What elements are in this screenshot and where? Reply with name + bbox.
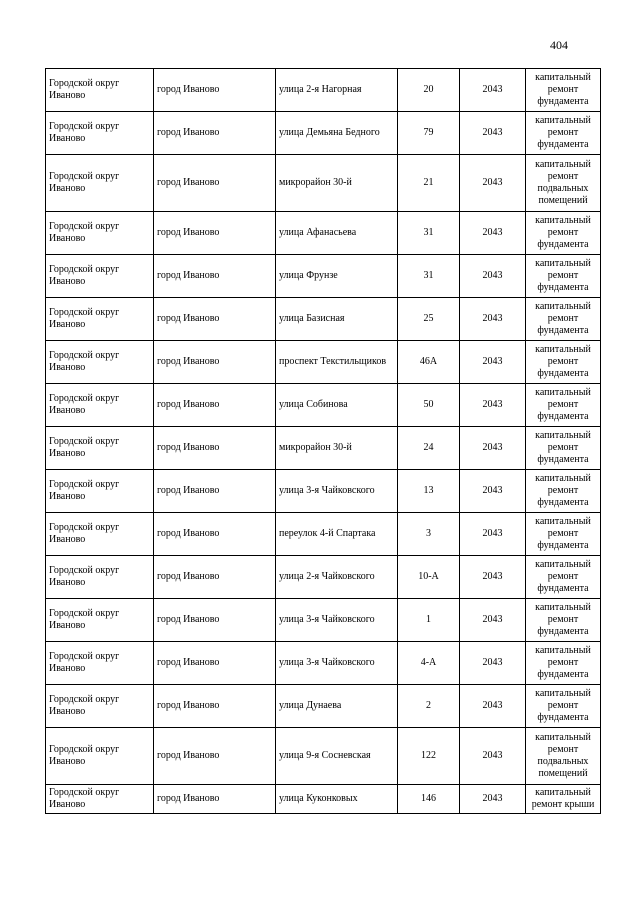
- city-cell: город Иваново: [154, 470, 276, 513]
- district-cell: Городской округ Иваново: [46, 212, 154, 255]
- city-cell: город Иваново: [154, 69, 276, 112]
- street-cell: улица Собинова: [276, 384, 398, 427]
- district-cell: Городской округ Иваново: [46, 255, 154, 298]
- street-cell: микрорайон 30-й: [276, 155, 398, 212]
- year-cell: 2043: [460, 341, 526, 384]
- table-row: [46, 599, 601, 642]
- house-number-cell: 20: [398, 69, 460, 112]
- street-cell: улица 3-я Чайковского: [276, 470, 398, 513]
- work-type-cell: капитальный ремонт фундамента: [526, 69, 601, 112]
- page-number: 404: [550, 38, 568, 52]
- city-cell: город Иваново: [154, 298, 276, 341]
- year-cell: 2043: [460, 685, 526, 728]
- table-row: [46, 470, 601, 513]
- street-cell: улица 2-я Нагорная: [276, 69, 398, 112]
- house-number-cell: 1: [398, 599, 460, 642]
- district-cell: Городской округ Иваново: [46, 642, 154, 685]
- district-cell: Городской округ Иваново: [46, 112, 154, 155]
- district-cell: Городской округ Иваново: [46, 427, 154, 470]
- city-cell: город Иваново: [154, 255, 276, 298]
- year-cell: 2043: [460, 785, 526, 814]
- city-cell: город Иваново: [154, 155, 276, 212]
- work-type-cell: капитальный ремонт фундамента: [526, 427, 601, 470]
- house-number-cell: 13: [398, 470, 460, 513]
- table-row: [46, 255, 601, 298]
- district-cell: Городской округ Иваново: [46, 556, 154, 599]
- street-cell: улица Куконковых: [276, 785, 398, 814]
- work-type-cell: капитальный ремонт фундамента: [526, 212, 601, 255]
- district-cell: Городской округ Иваново: [46, 785, 154, 814]
- work-type-cell: капитальный ремонт подвальных помещений: [526, 155, 601, 212]
- house-number-cell: 4-А: [398, 642, 460, 685]
- table-row: [46, 642, 601, 685]
- table-body: [46, 69, 601, 814]
- table-row: [46, 384, 601, 427]
- district-cell: Городской округ Иваново: [46, 298, 154, 341]
- district-cell: Городской округ Иваново: [46, 685, 154, 728]
- house-number-cell: 79: [398, 112, 460, 155]
- year-cell: 2043: [460, 255, 526, 298]
- street-cell: улица 9-я Сосневская: [276, 728, 398, 785]
- house-number-cell: 24: [398, 427, 460, 470]
- year-cell: 2043: [460, 642, 526, 685]
- year-cell: 2043: [460, 556, 526, 599]
- house-number-cell: 122: [398, 728, 460, 785]
- street-cell: улица Демьяна Бедного: [276, 112, 398, 155]
- year-cell: 2043: [460, 599, 526, 642]
- year-cell: 2043: [460, 112, 526, 155]
- year-cell: 2043: [460, 728, 526, 785]
- district-cell: Городской округ Иваново: [46, 155, 154, 212]
- table-row: [46, 341, 601, 384]
- district-cell: Городской округ Иваново: [46, 513, 154, 556]
- street-cell: улица Фрунзе: [276, 255, 398, 298]
- work-type-cell: капитальный ремонт фундамента: [526, 685, 601, 728]
- year-cell: 2043: [460, 155, 526, 212]
- street-cell: улица 3-я Чайковского: [276, 642, 398, 685]
- table-row: [46, 785, 601, 814]
- street-cell: улица 2-я Чайковского: [276, 556, 398, 599]
- house-number-cell: 50: [398, 384, 460, 427]
- street-cell: улица Афанасьева: [276, 212, 398, 255]
- city-cell: город Иваново: [154, 384, 276, 427]
- table-row: [46, 112, 601, 155]
- table-row: [46, 69, 601, 112]
- table-row: [46, 212, 601, 255]
- city-cell: город Иваново: [154, 728, 276, 785]
- city-cell: город Иваново: [154, 513, 276, 556]
- work-type-cell: капитальный ремонт фундамента: [526, 513, 601, 556]
- district-cell: Городской округ Иваново: [46, 599, 154, 642]
- district-cell: Городской округ Иваново: [46, 384, 154, 427]
- table-row: [46, 513, 601, 556]
- work-type-cell: капитальный ремонт фундамента: [526, 298, 601, 341]
- year-cell: 2043: [460, 69, 526, 112]
- house-number-cell: 25: [398, 298, 460, 341]
- house-number-cell: 31: [398, 255, 460, 298]
- work-type-cell: капитальный ремонт подвальных помещений: [526, 728, 601, 785]
- city-cell: город Иваново: [154, 427, 276, 470]
- city-cell: город Иваново: [154, 599, 276, 642]
- repair-schedule-table: [45, 68, 601, 814]
- table-row: [46, 556, 601, 599]
- table-row: [46, 298, 601, 341]
- year-cell: 2043: [460, 470, 526, 513]
- work-type-cell: капитальный ремонт фундамента: [526, 255, 601, 298]
- table-row: [46, 685, 601, 728]
- street-cell: микрорайон 30-й: [276, 427, 398, 470]
- year-cell: 2043: [460, 513, 526, 556]
- district-cell: Городской округ Иваново: [46, 728, 154, 785]
- table-row: [46, 427, 601, 470]
- house-number-cell: 21: [398, 155, 460, 212]
- street-cell: переулок 4-й Спартака: [276, 513, 398, 556]
- city-cell: город Иваново: [154, 685, 276, 728]
- street-cell: проспект Текстильщиков: [276, 341, 398, 384]
- work-type-cell: капитальный ремонт фундамента: [526, 470, 601, 513]
- work-type-cell: капитальный ремонт фундамента: [526, 384, 601, 427]
- district-cell: Городской округ Иваново: [46, 341, 154, 384]
- city-cell: город Иваново: [154, 642, 276, 685]
- work-type-cell: капитальный ремонт фундамента: [526, 341, 601, 384]
- work-type-cell: капитальный ремонт фундамента: [526, 642, 601, 685]
- house-number-cell: 31: [398, 212, 460, 255]
- work-type-cell: капитальный ремонт крыши: [526, 785, 601, 814]
- street-cell: улица Дунаева: [276, 685, 398, 728]
- year-cell: 2043: [460, 384, 526, 427]
- year-cell: 2043: [460, 427, 526, 470]
- city-cell: город Иваново: [154, 112, 276, 155]
- work-type-cell: капитальный ремонт фундамента: [526, 599, 601, 642]
- house-number-cell: 3: [398, 513, 460, 556]
- table-row: [46, 155, 601, 212]
- house-number-cell: 46А: [398, 341, 460, 384]
- year-cell: 2043: [460, 212, 526, 255]
- house-number-cell: 146: [398, 785, 460, 814]
- city-cell: город Иваново: [154, 785, 276, 814]
- work-type-cell: капитальный ремонт фундамента: [526, 112, 601, 155]
- city-cell: город Иваново: [154, 341, 276, 384]
- city-cell: город Иваново: [154, 556, 276, 599]
- house-number-cell: 10-А: [398, 556, 460, 599]
- district-cell: Городской округ Иваново: [46, 470, 154, 513]
- district-cell: Городской округ Иваново: [46, 69, 154, 112]
- street-cell: улица 3-я Чайковского: [276, 599, 398, 642]
- house-number-cell: 2: [398, 685, 460, 728]
- city-cell: город Иваново: [154, 212, 276, 255]
- street-cell: улица Базисная: [276, 298, 398, 341]
- work-type-cell: капитальный ремонт фундамента: [526, 556, 601, 599]
- year-cell: 2043: [460, 298, 526, 341]
- table-row: [46, 728, 601, 785]
